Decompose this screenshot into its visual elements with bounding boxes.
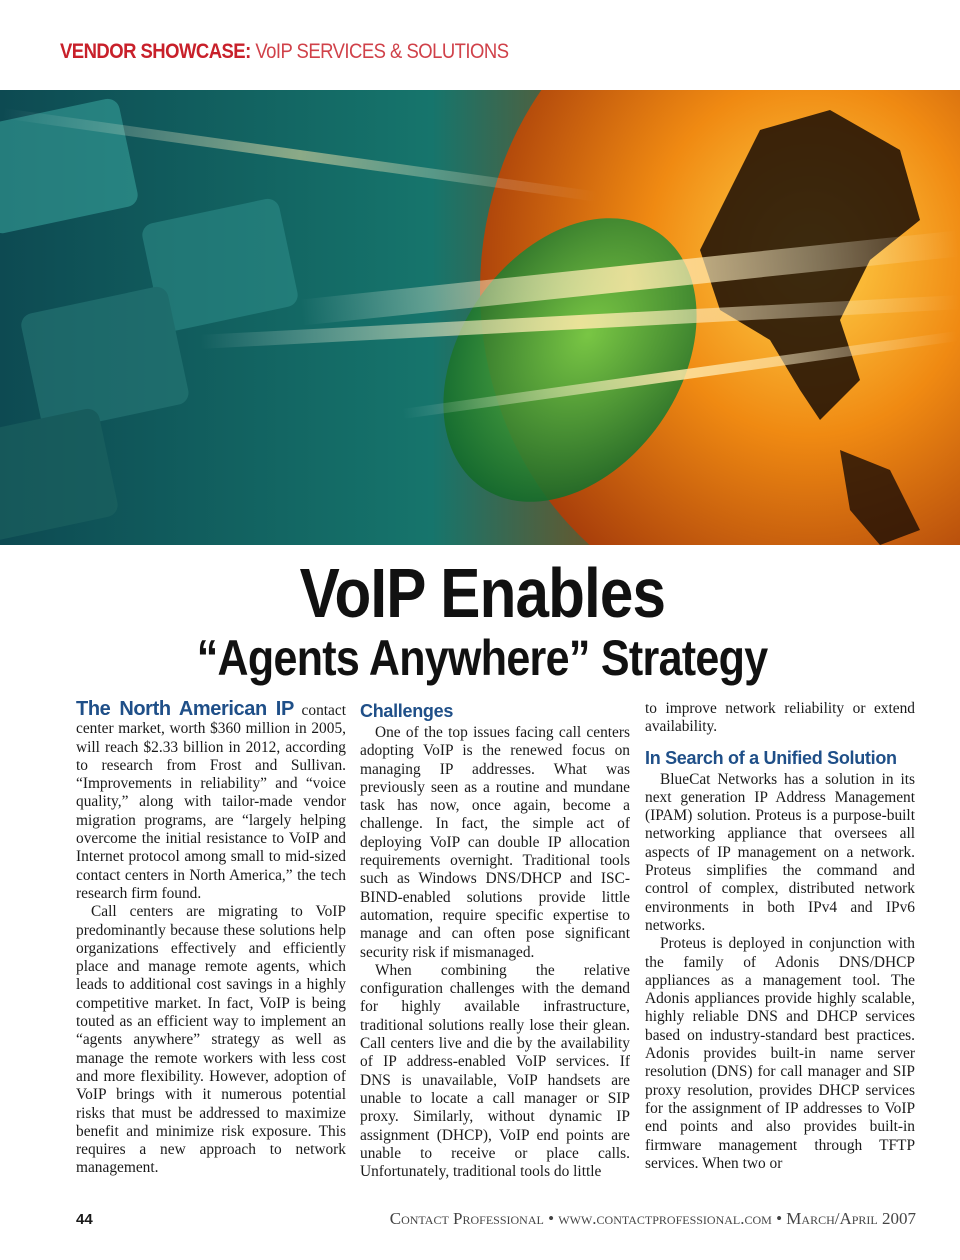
- paragraph: One of the top issues facing call centers adopting VoIP is the renewed focus on managing IP addresses. What was previously seen as a routine and mundane task has now, once again, become a challenge. In fact, the simple act of deploying VoIP can double IP allocation requirements overnight. Traditional tools such as Windows DNS/DHCP and ISC-BIND-enabled solutions provide little automation, require specific expertise to manage and can often pose significant security risk if mismanaged.: [360, 724, 630, 961]
- page-number: 44: [76, 1211, 93, 1228]
- section-header-lead: VENDOR SHOWCASE:: [60, 40, 251, 63]
- section-heading: Challenges: [360, 701, 454, 721]
- paragraph: Proteus is deployed in conjunction with the family of Adonis DNS/DHCP appliances as a management tool. The Adonis appliances provide highly scalable, highly reliable DNS and DHCP services based on industry-standard best practices. Adonis provides built-in name server resolution (DNS) for call manager and SIP proxy resolution, provides DHCP services for the assignment of IP addresses to VoIP end points and also provides built-in firmware management through TFTP services. When two or: [645, 935, 915, 1172]
- paragraph: [76, 700, 346, 903]
- section-heading: In Search of a Unified Solution: [645, 747, 897, 768]
- section-header: [60, 40, 509, 64]
- article-column-1: [76, 700, 346, 1178]
- article-title: VoIP Enables: [299, 554, 666, 632]
- paragraph: When combining the relative configuration challenges with the demand for highly available infrastructure, traditional solutions really lose their glean. Call centers live and die by the availability of IP address-enabled VoIP services. If DNS is unavailable, VoIP handsets are unable to locate a call manager or SIP proxy. Similarly, without dynamic IP assignment (DHCP), VoIP end points are unable to receive or place calls. Unfortunately, traditional tools do little: [360, 961, 630, 1181]
- hero-image: [0, 90, 960, 545]
- lead-in: The North American IP: [76, 698, 294, 720]
- article-column-2: [360, 700, 630, 1181]
- section-header-topic: VoIP SERVICES & SOLUTIONS: [250, 40, 509, 63]
- paragraph: to improve network reliability or extend availability.: [645, 700, 915, 736]
- paragraph: BlueCat Networks has a solution in its next generation IP Address Management (IPAM) solution. Proteus is a purpose-built networking appliance that oversees all aspects of IP management on a network. Proteus simplifies the command and control of complex, distributed network environments in both IPv4 and IPv6 networks.: [645, 770, 915, 934]
- paragraph-text: contact center market, worth $360 million in 2005, will reach $2.33 billion in 2012, according to research from Frost and Sullivan. “Improvements in reliability” and “voice quality,” along with tailor-made vendor migration programs, are “largely helping overcome the initial resistance to VoIP and Internet protocol among small to mid-sized contact centers in North America,” the tech research firm found.: [76, 702, 346, 902]
- article-subtitle: “Agents Anywhere” Strategy: [196, 630, 768, 686]
- article-column-3: [645, 700, 915, 1173]
- paragraph: Call centers are migrating to VoIP predominantly because these solutions help organizations effectively and efficiently place and manage remote agents, which leads to additional cost savings in a highly competitive market. In fact, VoIP is being touted as an efficient way to implement an “agents anywhere” strategy as well as manage the remote workers with less cost and more flexibility. However, adoption of VoIP brings with it numerous potential risks that must be addressed to maximize benefit and minimize risk exposure. This requires a new approach to network management.: [76, 903, 346, 1177]
- hero-illustration: [0, 90, 960, 545]
- footer-credit: Contact Professional • www.contactprofessional.com • March/April 2007: [389, 1209, 916, 1228]
